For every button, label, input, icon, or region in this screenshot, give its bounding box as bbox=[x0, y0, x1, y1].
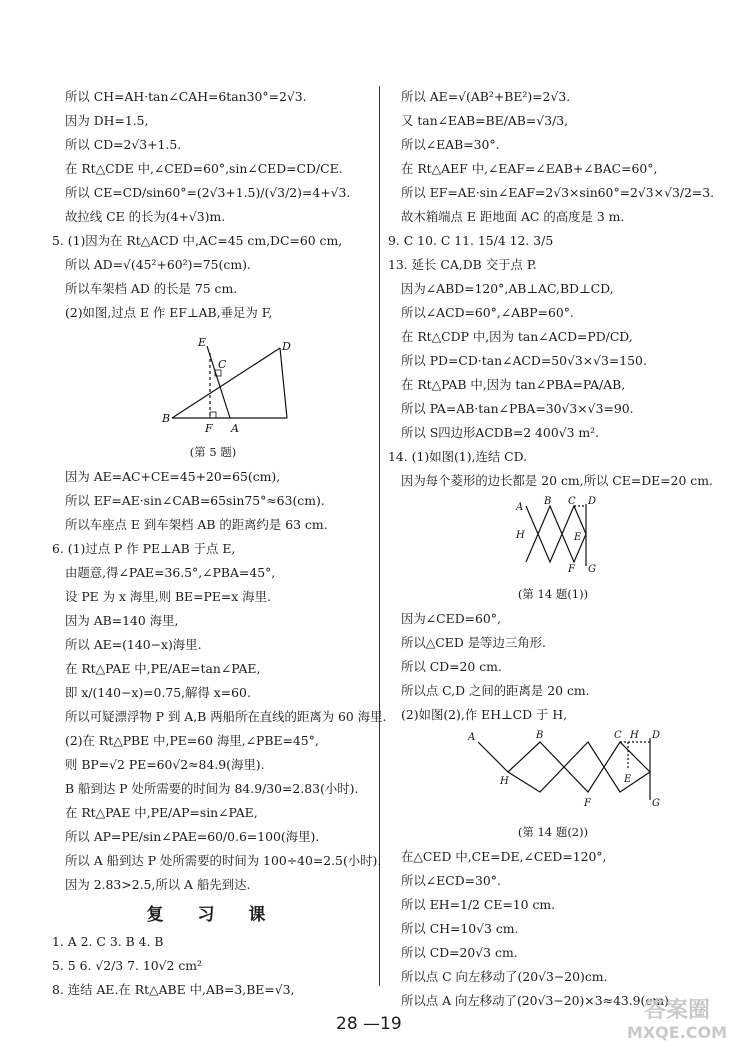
text-line: (2)在 Rt△PBE 中,PE=60 海里,∠PBE=45°, bbox=[65, 733, 319, 748]
watermark-line-1: 答案圈 bbox=[643, 998, 710, 1023]
text-line: 所以 CD=20 cm. bbox=[401, 659, 502, 674]
left-block-3 bbox=[52, 933, 374, 998]
text-line: 所以车架档 AD 的长是 75 cm. bbox=[65, 281, 238, 296]
text-line: 所以点 A 向左移动了(20√3−20)×3≈43.9(cm). bbox=[401, 993, 673, 1008]
text-line: 所以 EF=AE·sin∠CAB=65sin75°≈63(cm). bbox=[65, 493, 325, 508]
right-block-2 bbox=[388, 610, 718, 723]
text-line: 所以△CED 是等边三角形. bbox=[401, 635, 546, 650]
text-line: 在 Rt△PAE 中,PE/AP=sin∠PAE, bbox=[65, 805, 258, 820]
text-line: 所以 AD=√(45²+60²)=75(cm). bbox=[65, 257, 251, 272]
svg-text:F: F bbox=[568, 564, 575, 575]
text-line: 则 BP=√2 PE=60√2≈84.9(海里). bbox=[65, 757, 265, 772]
text-line: 在 Rt△CDE 中,∠CED=60°,sin∠CED=CD/CE. bbox=[65, 161, 343, 176]
svg-text:A: A bbox=[516, 502, 524, 513]
text-line: 在△CED 中,CE=DE,∠CED=120°, bbox=[401, 849, 607, 864]
svg-text:G: G bbox=[652, 798, 660, 809]
text-line: 所以 CD=2√3+1.5. bbox=[65, 137, 182, 152]
text-line: 14. (1)如图(1),连结 CD. bbox=[388, 449, 528, 464]
text-line: 所以∠ACD=60°,∠ABP=60°. bbox=[401, 305, 574, 320]
text-line: 所以 A 船到达 P 处所需要的时间为 100÷40=2.5(小时). bbox=[65, 853, 382, 868]
svg-text:E: E bbox=[624, 774, 632, 785]
left-block-1 bbox=[52, 88, 374, 321]
text-line: 故木箱端点 E 距地面 AC 的高度是 3 m. bbox=[401, 209, 625, 224]
svg-text:A: A bbox=[468, 732, 476, 743]
text-line: 1. A 2. C 3. B 4. B bbox=[52, 934, 164, 949]
text-line: 5. (1)因为在 Rt△ACD 中,AC=45 cm,DC=60 cm, bbox=[52, 233, 343, 248]
text-line: 所以 CH=10√3 cm. bbox=[401, 921, 519, 936]
text-line: 所以点 C 向左移动了(20√3−20)cm. bbox=[401, 969, 608, 984]
text-line: B 船到达 P 处所需要的时间为 84.9/30=2.83(小时). bbox=[65, 781, 359, 796]
text-line: 因为 AB=140 海里, bbox=[65, 613, 179, 628]
page-number: 28 —19 bbox=[336, 1014, 402, 1034]
text-line: 又 tan∠EAB=BE/AB=√3/3, bbox=[401, 113, 569, 128]
text-line: 因为 2.83>2.5,所以 A 船先到达. bbox=[65, 877, 251, 892]
figure-5 bbox=[52, 328, 352, 440]
review-heading: 复 习 课 bbox=[146, 905, 280, 925]
svg-text:C: C bbox=[568, 496, 576, 507]
text-line: 因为每个菱形的边长都是 20 cm,所以 CE=DE=20 cm. bbox=[401, 473, 713, 488]
svg-text:H: H bbox=[500, 776, 509, 787]
svg-text:D: D bbox=[588, 496, 597, 507]
text-line: 因为 AE=AC+CE=45+20=65(cm), bbox=[65, 469, 281, 484]
text-line: 所以 PA=AB·tan∠PBA=30√3×√3=90. bbox=[401, 401, 634, 416]
text-line: 9. C 10. C 11. 15/4 12. 3/5 bbox=[388, 233, 554, 248]
text-line: (2)如图(2),作 EH⊥CD 于 H, bbox=[401, 707, 568, 722]
text-line: 8. 连结 AE.在 Rt△ABE 中,AB=3,BE=√3, bbox=[52, 982, 295, 997]
svg-text:E: E bbox=[574, 532, 582, 543]
figure-14-2 bbox=[388, 730, 708, 820]
fig5-label-c: C bbox=[218, 358, 227, 371]
fig5-label-a: A bbox=[231, 422, 239, 435]
text-line: 所以 CE=CD/sin60°=(2√3+1.5)/(√3/2)=4+√3. bbox=[65, 185, 351, 200]
text-line: 因为 DH=1.5, bbox=[65, 113, 149, 128]
svg-text:H: H bbox=[630, 730, 639, 741]
text-line: 因为∠ABD=120°,AB⊥AC,BD⊥CD, bbox=[401, 281, 614, 296]
svg-text:B: B bbox=[544, 496, 552, 507]
text-line: 所以 PD=CD·tan∠ACD=50√3×√3=150. bbox=[401, 353, 647, 368]
text-line: 所以 CH=AH·tan∠CAH=6tan30°=2√3. bbox=[65, 89, 307, 104]
figure-14-1 bbox=[388, 496, 708, 582]
fig5-right-angle-f bbox=[210, 412, 216, 418]
svg-text:H: H bbox=[516, 530, 525, 541]
text-line: 所以∠ECD=30°. bbox=[401, 873, 501, 888]
text-line: 在 Rt△AEF 中,∠EAF=∠EAB+∠BAC=60°, bbox=[401, 161, 658, 176]
text-line: 因为∠CED=60°, bbox=[401, 611, 501, 626]
text-line: 由题意,得∠PAE=36.5°,∠PBA=45°, bbox=[65, 565, 276, 580]
text-line: 在 Rt△PAB 中,因为 tan∠PBA=PA/AB, bbox=[401, 377, 626, 392]
text-line: 13. 延长 CA,DB 交于点 P. bbox=[388, 257, 537, 272]
column-divider bbox=[379, 86, 380, 986]
fig5-segment-ad bbox=[280, 348, 287, 418]
text-line: 在 Rt△CDP 中,因为 tan∠ACD=PD/CD, bbox=[401, 329, 633, 344]
figure-14-1-caption: (第 14 题(1)) bbox=[517, 587, 589, 601]
text-line: 所以 AE=√(AB²+BE²)=2√3. bbox=[401, 89, 571, 104]
svg-text:B: B bbox=[536, 730, 544, 741]
figure-14-2-caption: (第 14 题(2)) bbox=[517, 825, 589, 839]
svg-text:G: G bbox=[588, 564, 596, 575]
text-line: (2)如图,过点 E 作 EF⊥AB,垂足为 F, bbox=[65, 305, 273, 320]
svg-text:C: C bbox=[614, 730, 622, 741]
svg-text:F: F bbox=[584, 798, 591, 809]
watermark-logo bbox=[612, 1000, 742, 1046]
right-block-1 bbox=[388, 88, 718, 489]
text-line: 所以 AP=PE/sin∠PAE=60/0.6=100(海里). bbox=[65, 829, 320, 844]
text-line: 所以车座点 E 到车架档 AB 的距离约是 63 cm. bbox=[65, 517, 328, 532]
fig5-label-e: E bbox=[198, 336, 207, 349]
text-line: 所以点 C,D 之间的距离是 20 cm. bbox=[401, 683, 590, 698]
left-block-2 bbox=[52, 468, 387, 893]
text-line: 所以 EF=AE·sin∠EAF=2√3×sin60°=2√3×√3/2=3. bbox=[401, 185, 715, 200]
text-line: 所以∠EAB=30°. bbox=[401, 137, 500, 152]
fig5-label-b: B bbox=[162, 412, 171, 425]
left-column bbox=[52, 88, 387, 1005]
watermark-line-2: MXQE.COM bbox=[626, 1023, 728, 1042]
figure-5-caption: (第 5 题) bbox=[189, 445, 237, 459]
text-line: 5. 5 6. √2/3 7. 10√2 cm² bbox=[52, 958, 203, 973]
text-line: 所以 CD=20√3 cm. bbox=[401, 945, 518, 960]
fig5-label-f: F bbox=[205, 422, 213, 435]
text-line: 即 x/(140−x)=0.75,解得 x=60. bbox=[65, 685, 251, 700]
text-line: 6. (1)过点 P 作 PE⊥AB 于点 E, bbox=[52, 541, 236, 556]
text-line: 所以 EH=1/2 CE=10 cm. bbox=[401, 897, 556, 912]
right-column bbox=[388, 88, 718, 1016]
text-line: 故拉线 CE 的长为(4+√3)m. bbox=[65, 209, 226, 224]
text-line: 所以可疑漂浮物 P 到 A,B 两船所在直线的距离为 60 海里. bbox=[65, 709, 387, 724]
text-line: 在 Rt△PAE 中,PE/AE=tan∠PAE, bbox=[65, 661, 261, 676]
text-line: 所以 S四边形ACDB=2 400√3 m². bbox=[401, 425, 600, 440]
text-line: 所以 AE=(140−x)海里. bbox=[65, 637, 202, 652]
svg-text:D: D bbox=[652, 730, 661, 741]
right-block-3 bbox=[388, 848, 718, 1009]
fig5-label-d: D bbox=[282, 340, 291, 353]
text-line: 设 PE 为 x 海里,则 BE=PE=x 海里. bbox=[65, 589, 271, 604]
